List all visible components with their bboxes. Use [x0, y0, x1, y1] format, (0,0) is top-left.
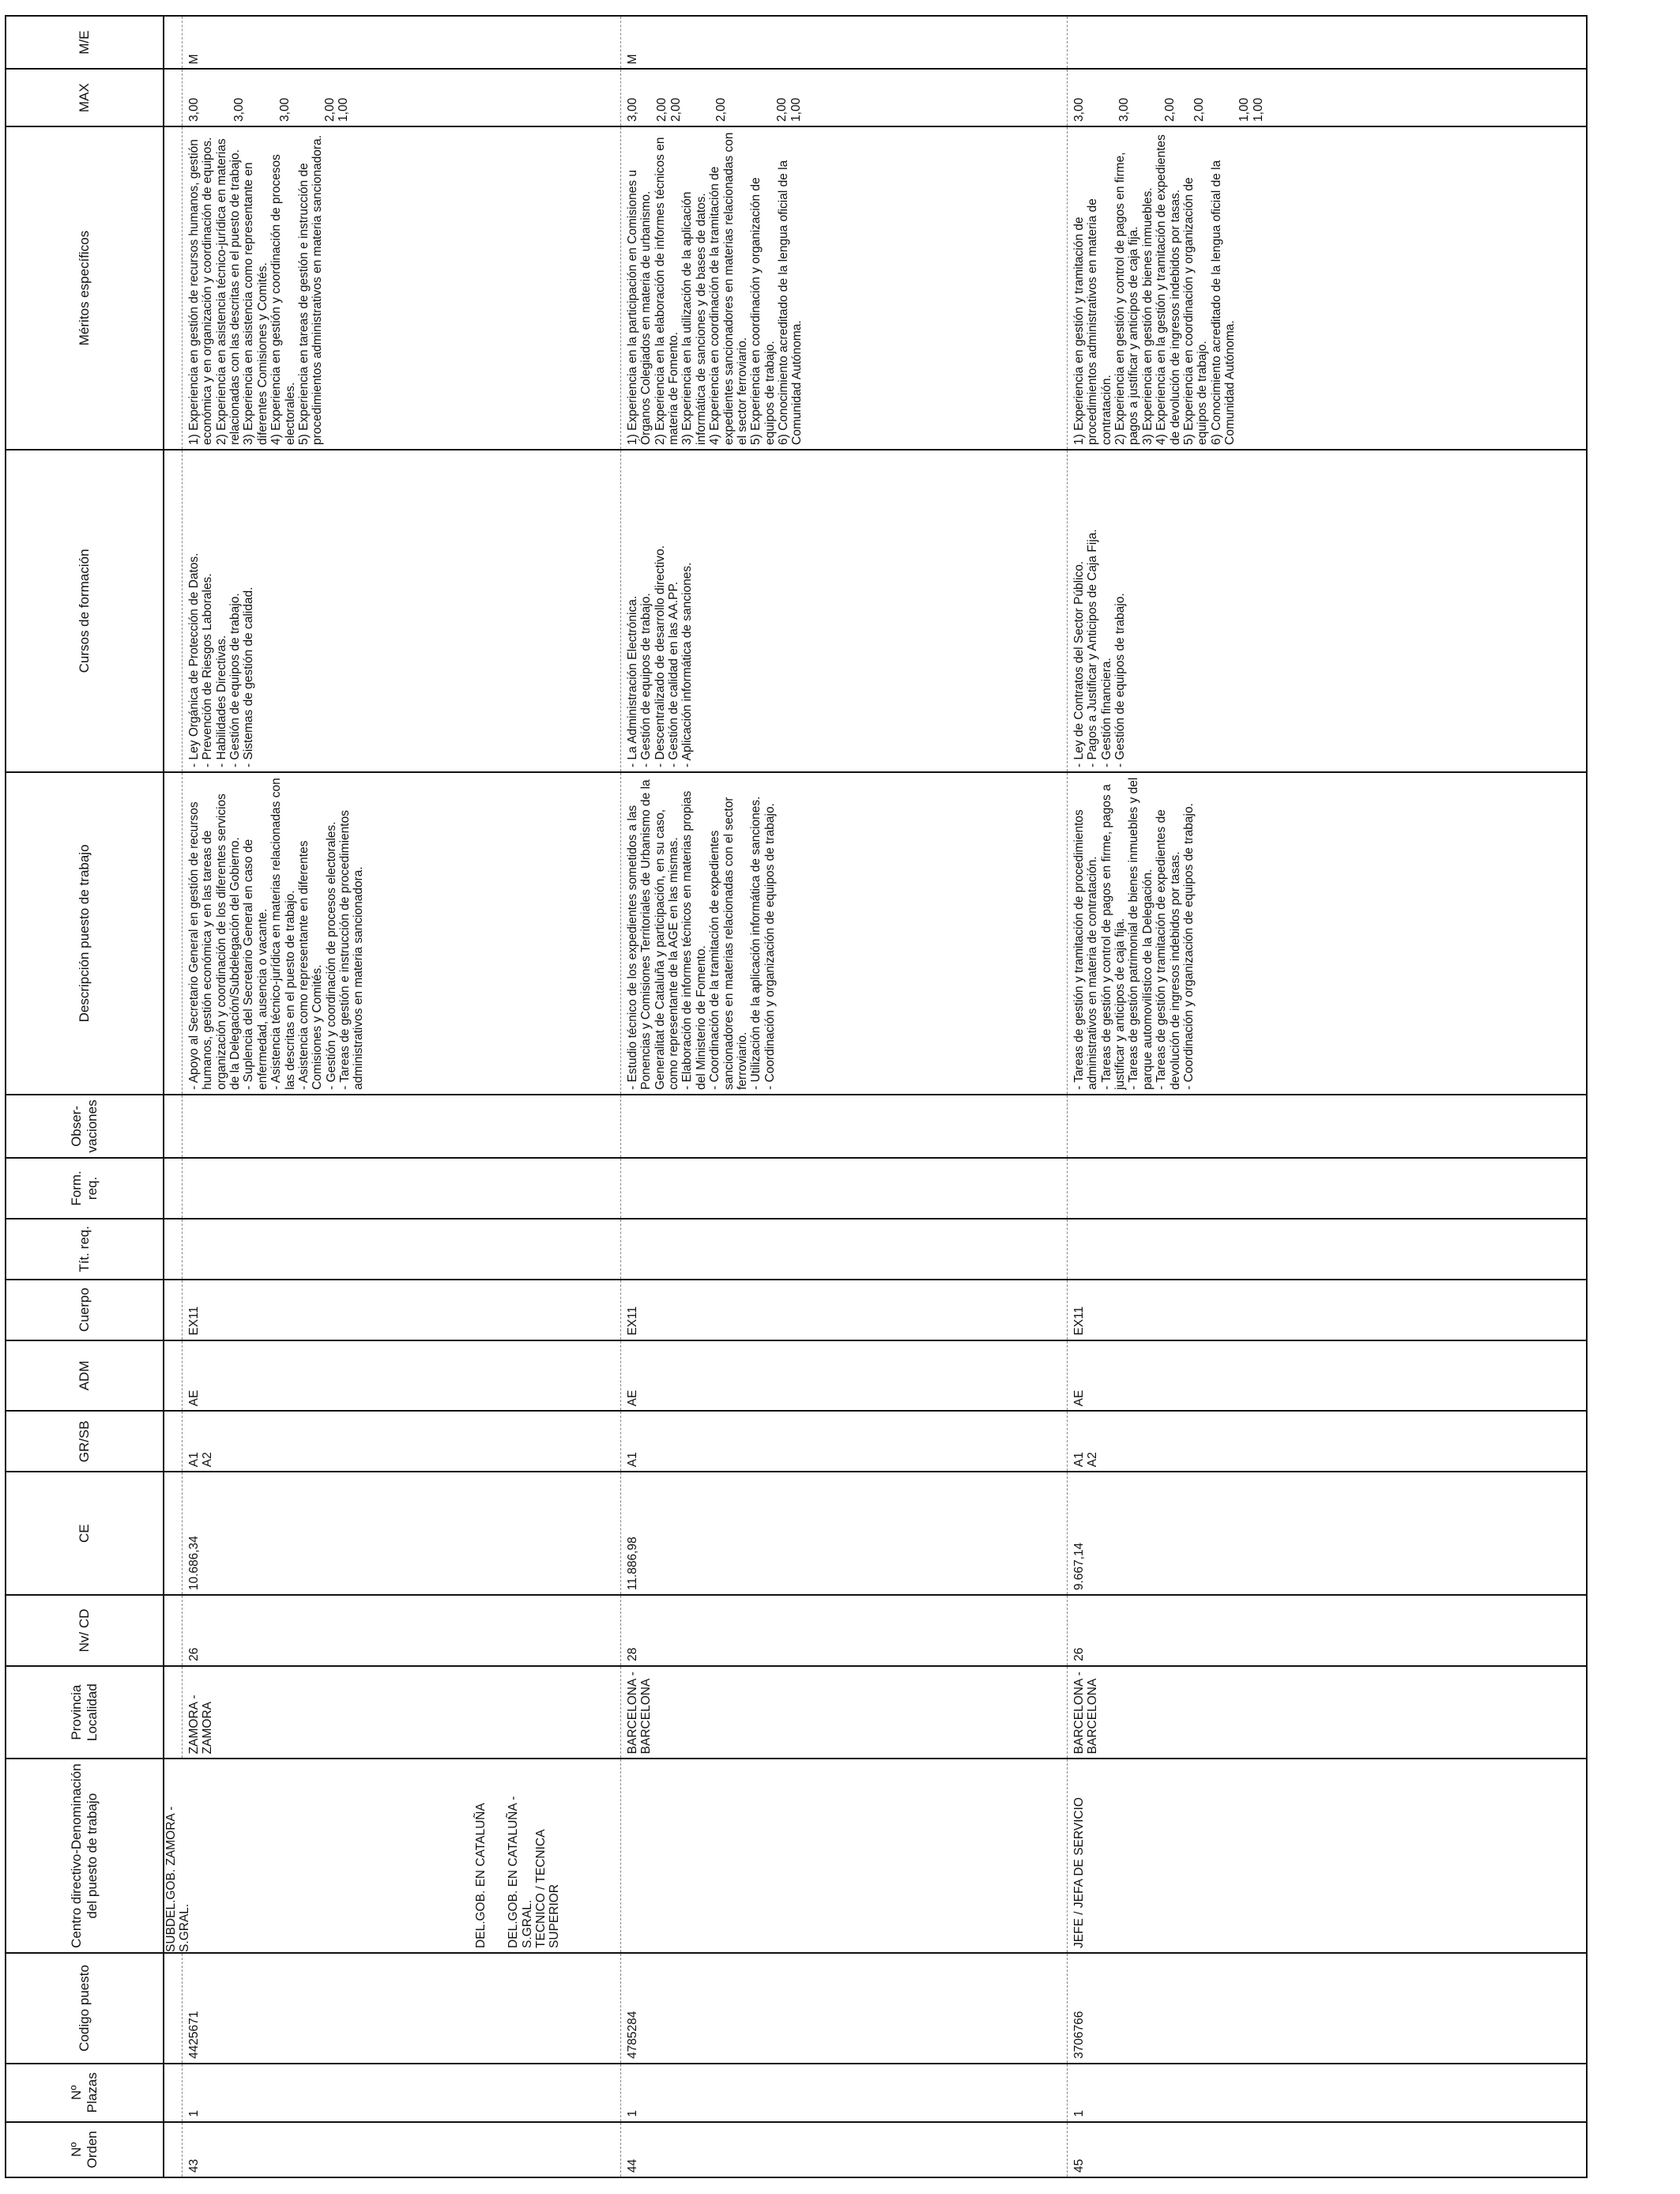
cuerpo-cell: EX11: [1068, 1280, 1588, 1340]
max-value: 2,00: [323, 97, 337, 122]
max-cell: [1068, 69, 1588, 126]
me-cell: M: [183, 16, 621, 69]
descripcion-cell: - Apoyo al Secretario General en gestión de recursos humanos, gestión económica y en las tareas de organización y coordinación de los diferentes servicios de la Delegación/Subdelegación del Gobierno. - Suplencia del Secretario General en caso de enfermedad, ausencia o vacante. - Asistencia técnico-jurídica en materias relacionadas con las descritas en el puesto de trabajo. - Asistencia como representante en diferentes Comisiones y Comités. - Gestión y coordinación de procesos electorales. - Tareas de gestión e instrucción de procedimientos administrativos en materia sancionadora.: [183, 772, 621, 1095]
grupo-cell: A1 A2: [183, 1411, 621, 1472]
max-value: 3,00: [1117, 97, 1132, 122]
col-max: MAX: [6, 69, 164, 126]
orden-cell: 43: [183, 2122, 621, 2177]
centro-directivo-44: DEL.GOB. EN CATALUÑA: [474, 1803, 488, 1948]
adm-cell: AE: [1068, 1340, 1588, 1412]
ce-cell: 9.667,14: [1068, 1472, 1588, 1595]
max-value: 3,00: [187, 97, 201, 122]
provincia-cell: ZAMORA - ZAMORA: [183, 1666, 621, 1759]
col-meritos: Méritos específicos: [6, 126, 164, 450]
plazas-cell: 1: [621, 2064, 1068, 2122]
max-value: 2,00: [1192, 97, 1207, 122]
col-titulacion: Tít. req.: [6, 1219, 164, 1280]
plazas-cell: 1: [1068, 2064, 1588, 2122]
col-codigo: Codigo puesto: [6, 1953, 164, 2064]
puesto-name: TECNICO / TECNICA SUPERIOR: [534, 1830, 562, 1948]
adm-cell: AE: [621, 1340, 1068, 1412]
observaciones-cell: [621, 1095, 1068, 1158]
max-value: 3,00: [1072, 97, 1086, 122]
provincia-cell: BARCELONA - BARCELONA: [1068, 1666, 1588, 1759]
centro-directivo-44b: DEL.GOB. EN CATALUÑA - S.GRAL.: [507, 1796, 534, 1948]
descripcion-cell: - Estudio técnico de los expedientes sometidos a las Ponencias y Comisiones Territoriales de Urbanismo de la Generalitat de Cataluña y participación, en su caso, como representante de la AGE en las mismas. - Elaboración de informes técnicos en materias propias del Ministerio de Fomento. - Coordinación de la tramitación de expedientes sancionadores en materias relacionadas con el sector ferroviario. - Utilización de la aplicación informática de sanciones. - Coordinación y organización de equipos de trabajo.: [621, 772, 1068, 1095]
col-observaciones: Obser-vaciones: [6, 1095, 164, 1158]
col-provincia: Provincia Localidad: [6, 1666, 164, 1759]
orden-cell: 45: [1068, 2122, 1588, 2177]
cursos-cell: - Ley de Contratos del Sector Público. - Pagos a Justificar y Anticipos de Caja Fija. - Gestión financiera. - Gestión de equipos de trabajo.: [1068, 450, 1588, 772]
max-value: 1,00: [789, 97, 803, 122]
header-row: [6, 16, 164, 2177]
nivel-cell: 26: [183, 1595, 621, 1666]
cursos-cell: - La Administración Electrónica. - Gestión de equipos de trabajo. - Descentralizado de desarrollo directivo. - Gestión de calidad en las AA.PP. - Aplicación informática de sanciones.: [621, 450, 1068, 772]
max-value: 3,00: [626, 97, 639, 122]
meritos-cell: 1) Experiencia en gestión de recursos humanos, gestión económica y en organización y coordinación de equipos. 2) Experiencia en asistencia técnico-jurídica en materias relacionadas con las descritas en el puesto de trabajo. 3) Experiencia en asistencia como representante en diferentes Comisiones y Comités. 4) Experiencia en gestión y coordinación de procesos electorales. 5) Experiencia en tareas de gestión e instrucción de procedimientos administrativos en materia sancionadora.: [183, 126, 621, 450]
provincia-cell: BARCELONA - BARCELONA: [621, 1666, 1068, 1759]
codigo-cell: 4785284: [621, 1953, 1068, 2064]
codigo-cell: 3706766: [1068, 1953, 1588, 2064]
col-orden: Nº Orden: [6, 2122, 164, 2177]
me-cell: [1068, 16, 1588, 69]
spacer-row: [164, 16, 183, 2177]
max-value: 3,00: [232, 97, 247, 122]
max-cell: [621, 69, 1068, 126]
max-value: 2,00: [1162, 97, 1177, 122]
col-formacion: Form. req.: [6, 1158, 164, 1219]
max-cell: [183, 69, 621, 126]
titulacion-cell: [621, 1219, 1068, 1280]
titulacion-cell: [1068, 1219, 1588, 1280]
formacion-cell: [183, 1158, 621, 1219]
formacion-cell: [1068, 1158, 1588, 1219]
col-cuerpo: Cuerpo: [6, 1280, 164, 1340]
max-value: 2,00: [669, 97, 683, 122]
cuerpo-cell: EX11: [621, 1280, 1068, 1340]
cuerpo-cell: EX11: [183, 1280, 621, 1340]
meritos-cell: 1) Experiencia en la participación en Comisiones u Órganos Colegiados en materia de urbanismo. 2) Experiencia en la elaboración de informes técnicos en materia de Fomento. 3) Experiencia en la utilización de la aplicación informática de sanciones y de bases de datos. 4) Experiencia en coordinación de la tramitación de expedientes sancionadores en materias relacionadas con el sector ferroviario. 5) Experiencia en coordinación y organización de equipos de trabajo. 6) Conocimiento acreditado de la lengua oficial de la Comunidad Autónoma.: [621, 126, 1068, 450]
table-row: [1068, 16, 1588, 2177]
col-ce: CE: [6, 1472, 164, 1595]
cursos-cell: - Ley Orgánica de Protección de Datos. - Prevención de Riesgos Laborales. - Habilidades Directivas. - Gestión de equipos de trabajo. - Sistemas de gestión de calidad.: [183, 450, 621, 772]
codigo-cell: 4425671: [183, 1953, 621, 2064]
ce-cell: 10.686,34: [183, 1472, 621, 1595]
col-descripcion: Descripción puesto de trabajo: [6, 772, 164, 1095]
centro-directivo-43: SUBDEL.GOB. ZAMORA - S.GRAL.: [164, 1806, 192, 1952]
grupo-cell: A1: [621, 1411, 1068, 1472]
col-cursos: Cursos de formación: [6, 450, 164, 772]
max-value: 2,00: [655, 97, 669, 122]
col-plazas: Nº Plazas: [6, 2064, 164, 2122]
col-me: M/E: [6, 16, 164, 69]
formacion-cell: [621, 1158, 1068, 1219]
table-row: [621, 16, 1068, 2177]
nivel-cell: 26: [1068, 1595, 1588, 1666]
job-positions-table: [5, 15, 1588, 2178]
descripcion-cell: - Tareas de gestión y tramitación de procedimientos administrativos en materia de contratación. - Tareas de gestión y control de pagos en firme, pagos a justificar y anticipos de caja fija. - Tareas de gestión patrimonial de bienes inmuebles y del parque automovilístico de la Delegación. - Tareas de gestión y tramitación de expedientes de devolución de ingresos indebidos por tasas. - Coordinación y organización de equipos de trabajo.: [1068, 772, 1588, 1095]
adm-cell: AE: [183, 1340, 621, 1412]
col-centro: Centro directivo-Denominación del puesto de trabajo: [6, 1759, 164, 1953]
col-nivel: Nv/ CD: [6, 1595, 164, 1666]
max-value: 2,00: [775, 97, 789, 122]
col-grupo: GR/SB: [6, 1411, 164, 1472]
meritos-cell: 1) Experiencia en gestión y tramitación de procedimientos administrativos en materia de contratación. 2) Experiencia en gestión y control de pagos en firme, pagos a justificar y anticipos de caja fija. 3) Experiencia en gestión de bienes inmuebles. 4) Experiencia en la gestión y tramitación de expedientes de devolución de ingresos indebidos por tasas. 5) Experiencia en coordinación y organización de equipos de trabajo. 6) Conocimiento acreditado de la lengua oficial de la Comunidad Autónoma.: [1068, 126, 1588, 450]
max-value: 1,00: [1237, 97, 1252, 122]
max-value: 3,00: [277, 97, 292, 122]
max-value: 1,00: [337, 97, 351, 122]
observaciones-cell: [1068, 1095, 1588, 1158]
max-value: 1,00: [1251, 97, 1265, 122]
me-cell: M: [621, 16, 1068, 69]
titulacion-cell: [183, 1219, 621, 1280]
observaciones-cell: [183, 1095, 621, 1158]
grupo-cell: A1 A2: [1068, 1411, 1588, 1472]
orden-cell: 44: [621, 2122, 1068, 2177]
plazas-cell: 1: [183, 2064, 621, 2122]
centro-cell: JEFE / JEFA DE SERVICIO: [1068, 1759, 1588, 1953]
col-adm: ADM: [6, 1340, 164, 1412]
nivel-cell: 28: [621, 1595, 1068, 1666]
centro-cell: [474, 1759, 1068, 1953]
ce-cell: 11.886,98: [621, 1472, 1068, 1595]
max-value: 2,00: [714, 97, 729, 122]
